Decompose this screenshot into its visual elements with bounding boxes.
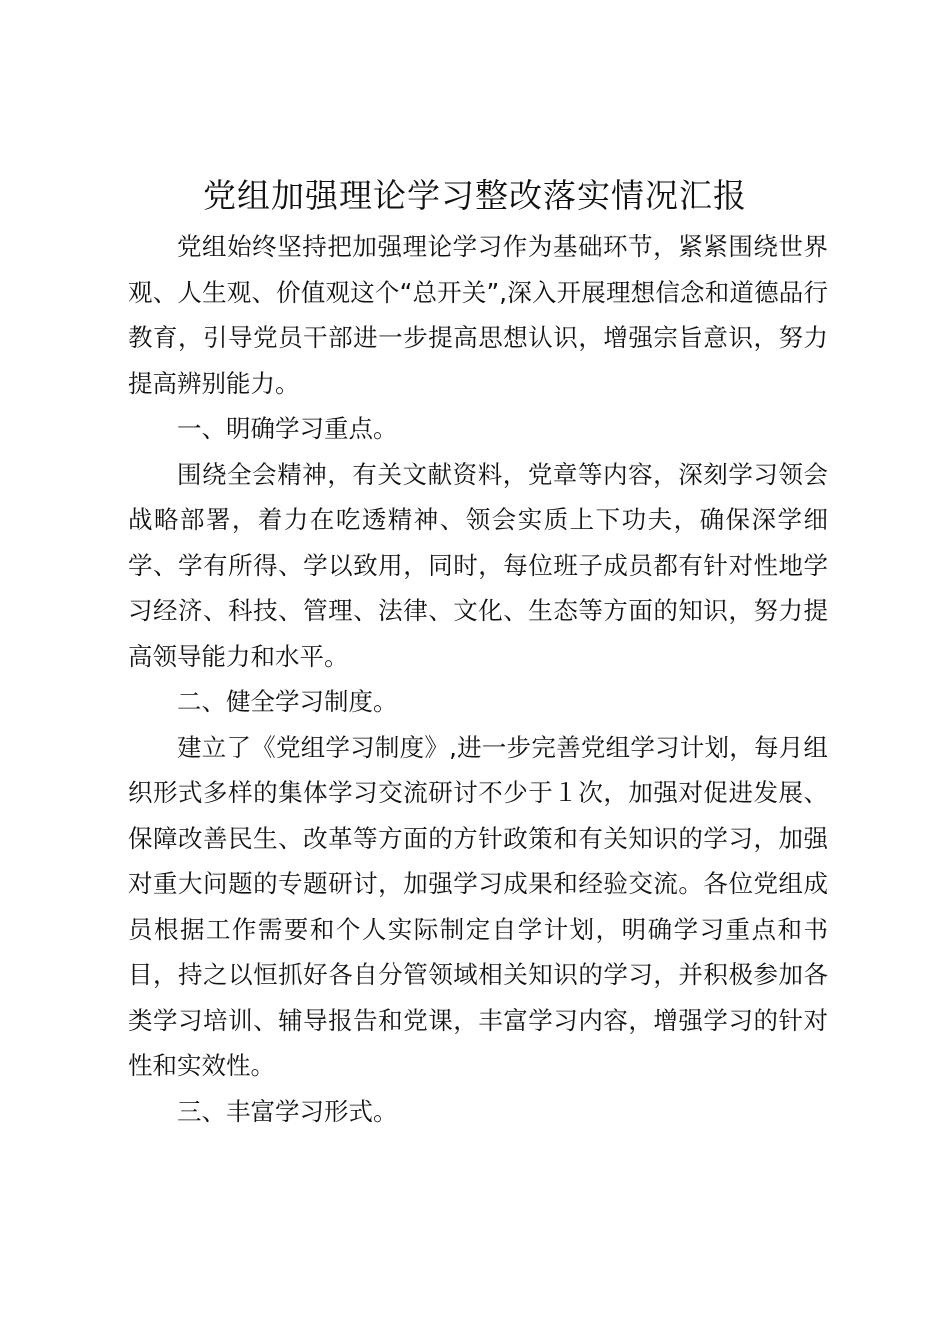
- section-body-1: 围绕全会精神，有关文献资料，党章等内容，深刻学习领会战略部署，着力在吃透精神、领会实质上下功夫，确保深学细学、学有所得、学以致用，同时，每位班子成员都有针对性地学习经济、科技、管理、法律、文化、生态等方面的知识，努力提高领导能力和水平。: [128, 459, 828, 671]
- section-body-2: 建立了《党组学习制度》,进一步完善党组学习计划，每月组织形式多样的集体学习交流研讨不少于１次，加强对促进发展、保障改善民生、改革等方面的方针政策和有关知识的学习，加强对重大问题的专题研讨，加强学习成果和经验交流。各位党组成员根据工作需要和个人实际制定自学计划，明确学习重点和书目，持之以恒抓好各自分管领域相关知识的学习，并积极参加各类学习培训、辅导报告和党课，丰富学习内容，增强学习的针对性和实效性。: [128, 732, 828, 1080]
- intro-paragraph: 党组始终坚持把加强理论学习作为基础环节，紧紧围绕世界观、人生观、价值观这个“总开关”,深入开展理想信念和道德品行教育，引导党员干部进一步提高思想认识，增强宗旨意识，努力提高辨别能力。: [128, 232, 828, 398]
- section-heading-3: 三、丰富学习形式。: [177, 1096, 398, 1126]
- section-heading-1: 一、明确学习重点。: [177, 414, 398, 443]
- section-heading-2: 二、健全学习制度。: [177, 687, 398, 716]
- document-title: 党组加强理论学习整改落实情况汇报: [203, 176, 747, 215]
- document-body: [128, 224, 828, 1134]
